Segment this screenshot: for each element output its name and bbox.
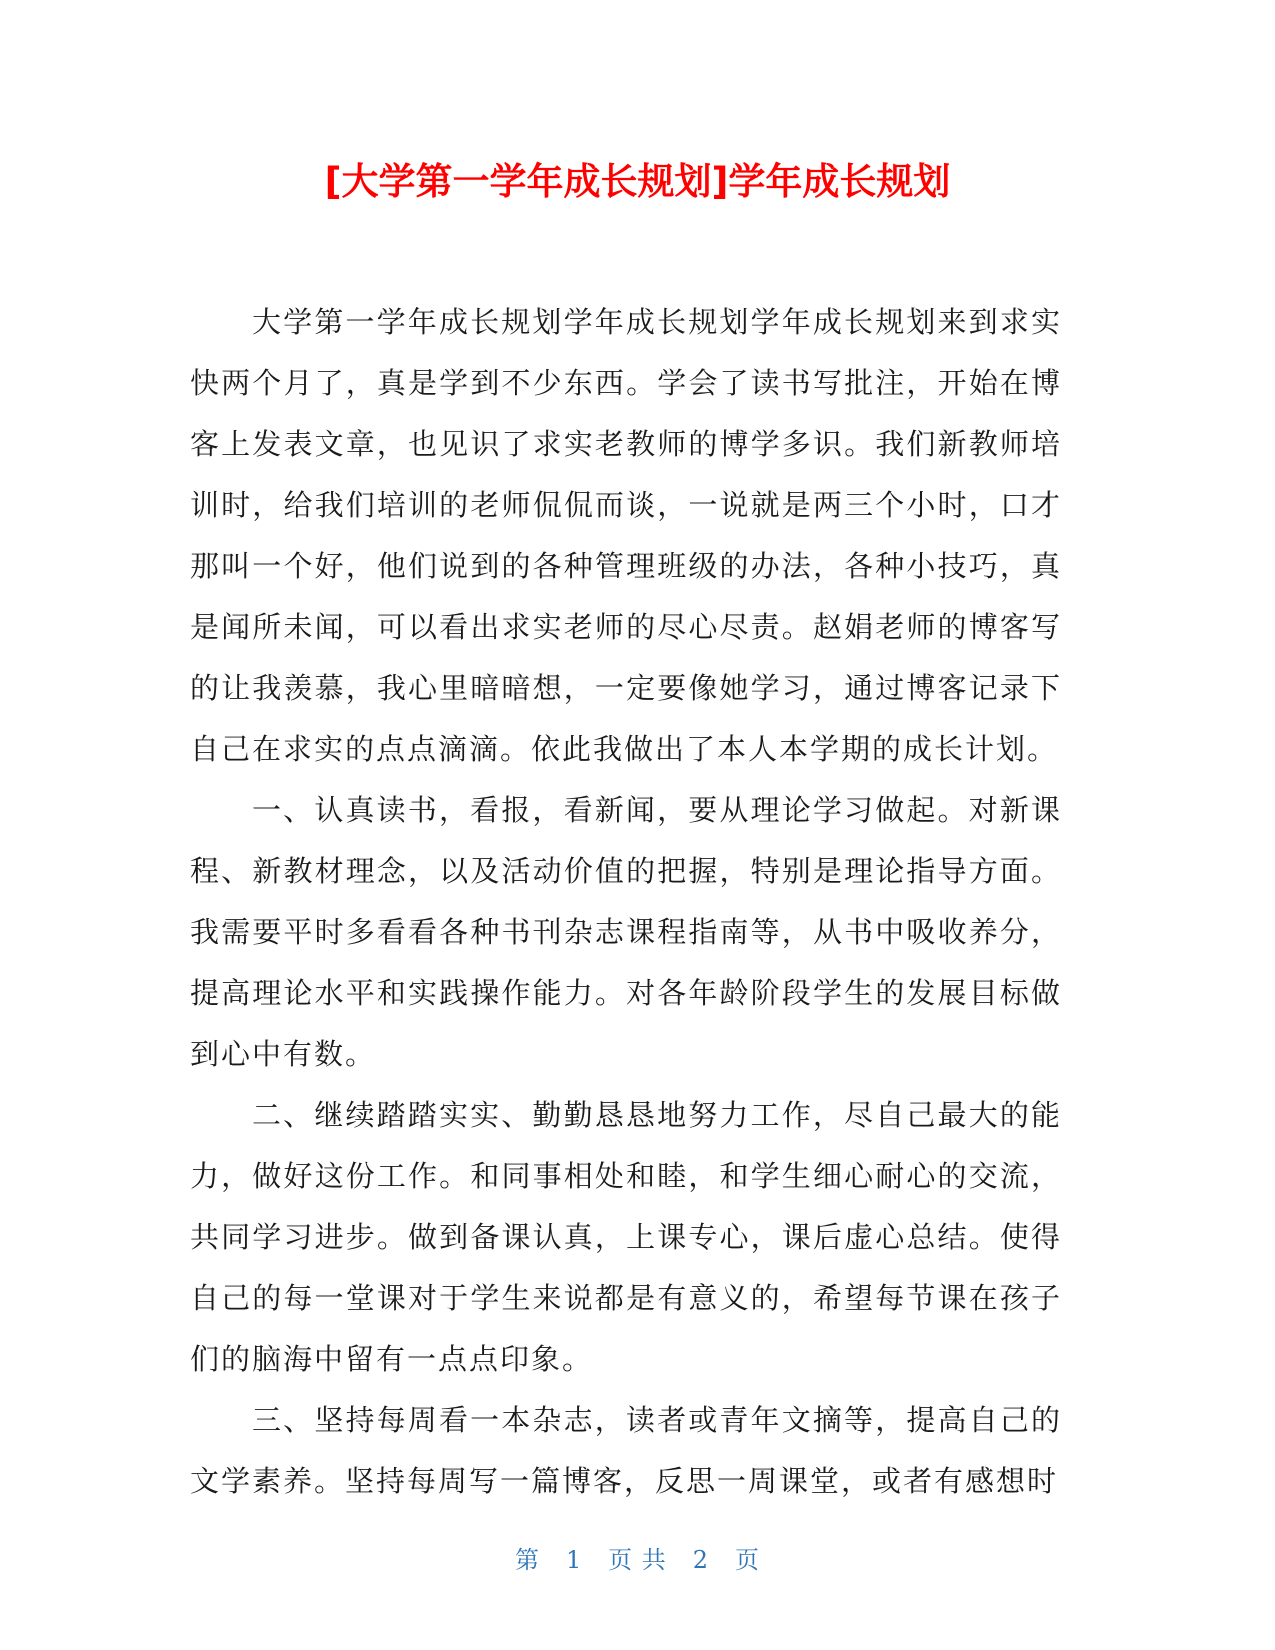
paragraph-point-three: 三、坚持每周看一本杂志，读者或青年文摘等，提高自己的文学素养。坚持每周写一篇博客，反思一周课堂，或者有感想时 <box>190 1403 1062 1498</box>
document-title: [大学第一学年成长规划]学年成长规划 <box>324 160 951 203</box>
current-page-number: 1 <box>565 1546 583 1574</box>
footer-prefix: 第 <box>515 1546 541 1574</box>
footer-mid: 页 共 <box>608 1546 667 1574</box>
paragraph-point-one: 一、认真读书，看报，看新闻，要从理论学习做起。对新课程、新教材理念，以及活动价值的把握，特别是理论指导方面。我需要平时多看看各种书刊杂志课程指南等，从书中吸收养分，提高理论水平和实践操作能力。对各年龄阶段学生的发展目标做到心中有数。 <box>190 793 1062 1071</box>
page-footer <box>0 1544 1275 1576</box>
document-body <box>190 292 1062 1512</box>
paragraph-point-two: 二、继续踏踏实实、勤勤恳恳地努力工作，尽自己最大的能力，做好这份工作。和同事相处和睦，和学生细心耐心的交流，共同学习进步。做到备课认真，上课专心，课后虚心总结。使得自己的每一堂课对于学生来说都是有意义的，希望每节课在孩子们的脑海中留有一点点印象。 <box>190 1098 1062 1376</box>
footer-suffix: 页 <box>734 1546 760 1574</box>
total-pages-number: 2 <box>692 1546 710 1574</box>
paragraph-intro: 大学第一学年成长规划学年成长规划学年成长规划来到求实快两个月了，真是学到不少东西。学会了读书写批注，开始在博客上发表文章，也见识了求实老教师的博学多识。我们新教师培训时，给我们培训的老师侃侃而谈，一说就是两三个小时，口才那叫一个好，他们说到的各种管理班级的办法，各种小技巧，真是闻所未闻，可以看出求实老师的尽心尽责。赵娟老师的博客写的让我羡慕，我心里暗暗想，一定要像她学习，通过博客记录下自己在求实的点点滴滴。依此我做出了本人本学期的成长计划。 <box>190 305 1062 766</box>
